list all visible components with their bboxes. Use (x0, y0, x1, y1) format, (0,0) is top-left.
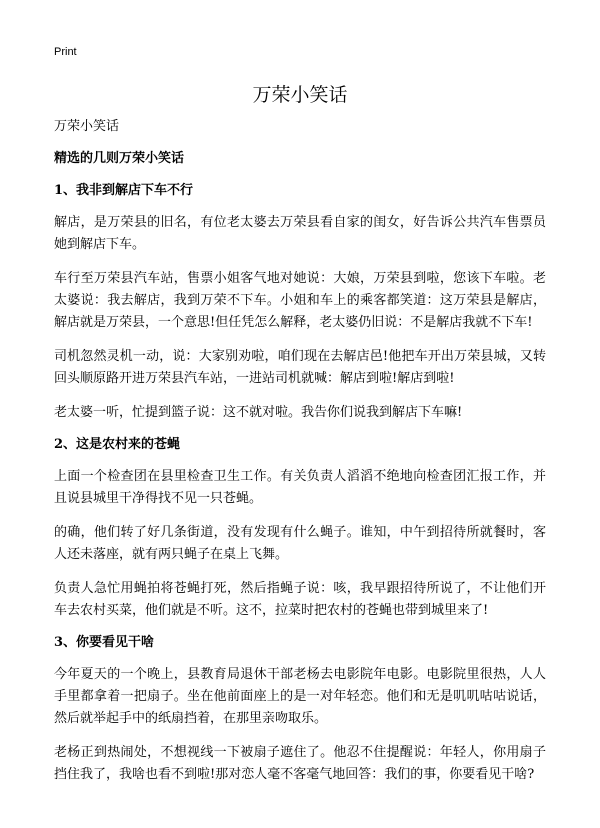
paragraph: 车行至万荣县汽车站，售票小姐客气地对她说：大娘，万荣县到啦，您该下车啦。老太婆说：我去解店，我到万荣不下车。小姐和车上的乘客都笑道：这万荣县是解店，解店就是万荣县，一个意思!但任凭怎么解释，老太婆仍旧说：不是解店我就不下车! (54, 271, 546, 330)
paragraph: 的确，他们转了好几条街道，没有发现有什么蝇子。谁知，中午到招待所就餐时，客人还未落座，就有两只蝇子在桌上飞舞。 (54, 525, 546, 562)
page-title: 万荣小笑话 (252, 84, 348, 106)
paragraph: 今年夏天的一个晚上，县教育局退休干部老杨去电影院年电影。电影院里很热，人人手里都拿着一把扇子。坐在他前面座上的是一对年轻恋。他们和无是叽叽咕咕说话，然后就举起手中的纸扇挡着，在那里亲吻取乐。 (54, 667, 546, 726)
section-heading: 2、这是农村来的苍蝇 (54, 437, 181, 452)
print-link[interactable]: Print (54, 46, 77, 58)
intro-heading: 精选的几则万荣小笑话 (54, 151, 185, 166)
article-subtitle: 万荣小笑话 (54, 119, 120, 134)
paragraph: 司机忽然灵机一动，说：大家别劝啦，咱们现在去解店邑!他把车开出万荣县城，又转回头顺原路开进万荣县汽车站，一进站司机就喊：解店到啦!解店到啦! (54, 349, 546, 386)
paragraph: 负责人急忙用蝇拍将苍蝇打死，然后指蝇子说：咳，我早跟招待所说了，不让他们开车去农村买菜，他们就是不听。这不，拉菜时把农村的苍蝇也带到城里来了! (54, 581, 546, 618)
section-heading: 3、你要看见干啥 (54, 635, 155, 650)
article-body (54, 118, 546, 798)
section-heading: 1、我非到解店下车不行 (54, 183, 194, 198)
joke-section (54, 182, 546, 424)
paragraph: 老太婆一听，忙提到篮子说：这不就对啦。我告你们说我到解店下车嘛! (54, 405, 463, 420)
joke-section (54, 634, 546, 786)
paragraph: 解店，是万荣县的旧名，有位老太婆去万荣县看自家的闺女，好告诉公共汽车售票员她到解店下车。 (54, 215, 546, 252)
joke-section (54, 436, 546, 622)
document-page (54, 0, 546, 828)
paragraph: 老杨正到热闹处，不想视线一下被扇子遮住了。他忍不住提醒说：年轻人，你用扇子挡住我了，我啥也看不到啦!那对恋人毫不客毫气地回答：我们的事，你要看见干啥? (54, 745, 546, 782)
paragraph: 上面一个检查团在县里检查卫生工作。有关负责人滔滔不绝地向检查团汇报工作，并且说县城里干净得找不见一只苍蝇。 (54, 469, 546, 506)
